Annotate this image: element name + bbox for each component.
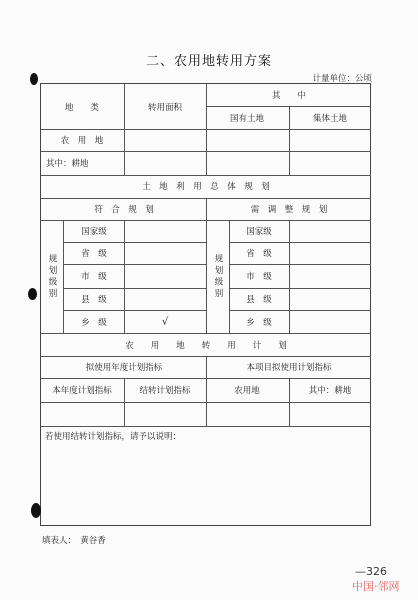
indicator-current-year: 本年度计划指标 [52,386,112,396]
row-divider [63,288,207,289]
section-annual-indicator: 拟使用年度计划指标 [85,363,163,373]
level-left-township: 乡 级 [81,318,107,328]
level-right-township: 乡 级 [246,318,272,328]
indicator-agricultural: 农用地 [234,386,260,396]
col-divider [289,378,290,426]
row-divider [63,264,207,265]
header-state-land: 国有土地 [229,114,265,124]
col-divider [206,198,207,333]
col-divider [229,220,230,333]
watermark-text: 中国·邻网 [352,580,400,593]
filler-signature: 填表人： 黄谷香 [42,536,106,546]
level-right-national: 国家级 [246,227,272,237]
level-left-city: 市 级 [81,272,107,282]
row-divider [229,310,371,311]
indicator-cultivated: 其中：耕地 [308,386,352,396]
indicator-carry-over: 结转计划指标 [139,386,191,396]
level-left-national: 国家级 [81,227,107,237]
level-left-province: 省 级 [81,249,107,259]
level-right-county: 县 级 [246,295,272,305]
row-cultivated: 其中：耕地 [46,159,89,169]
row-divider [41,426,371,427]
section-overall-plan: 土 地 利 用 总 体 规 划 [142,182,270,192]
row-divider [41,333,371,334]
row-divider [63,310,207,311]
header-conversion-area: 转用面积 [147,103,183,113]
header-collective-land: 集体土地 [312,114,348,124]
page-number: —326 [355,565,387,578]
plan-level-label-left: 规划级别 [47,254,57,300]
col-divider [206,356,207,426]
township-check-mark: √ [161,316,169,328]
binder-hole-mark [28,288,37,300]
plan-level-label-right: 规划级别 [213,254,223,300]
section-needs-adjustment: 需 调 整 规 划 [250,205,328,215]
col-divider [124,220,125,333]
row-divider [229,288,371,289]
row-divider [229,264,371,265]
section-compliant: 符 合 规 划 [94,205,154,215]
header-among: 其 中 [271,91,307,101]
conversion-plan-table [40,83,371,526]
col-divider [289,106,290,175]
header-land-type: 地 类 [64,103,100,113]
unit-label: 计量单位：公顷 [312,74,372,84]
row-divider [41,175,371,176]
col-divider [124,84,125,175]
col-divider [289,220,290,333]
carry-over-note: 若使用结转计划指标，请予以说明： [45,432,182,442]
col-divider [124,378,125,426]
row-divider [63,242,207,243]
col-divider [206,84,207,175]
level-right-city: 市 级 [246,272,272,282]
section-conversion-plan: 农 用 地 转 用 计 划 [125,341,287,351]
binder-hole-mark [30,73,38,85]
row-agricultural: 农 用 地 [60,136,104,146]
level-right-province: 省 级 [246,249,272,259]
level-left-county: 县 级 [81,295,107,305]
col-divider [63,220,64,333]
row-divider [229,242,371,243]
section-project-indicator: 本项目拟使用计划指标 [246,363,332,373]
binder-hole-mark [31,503,41,518]
page-title: 二、农用地转用方案 [145,54,272,69]
